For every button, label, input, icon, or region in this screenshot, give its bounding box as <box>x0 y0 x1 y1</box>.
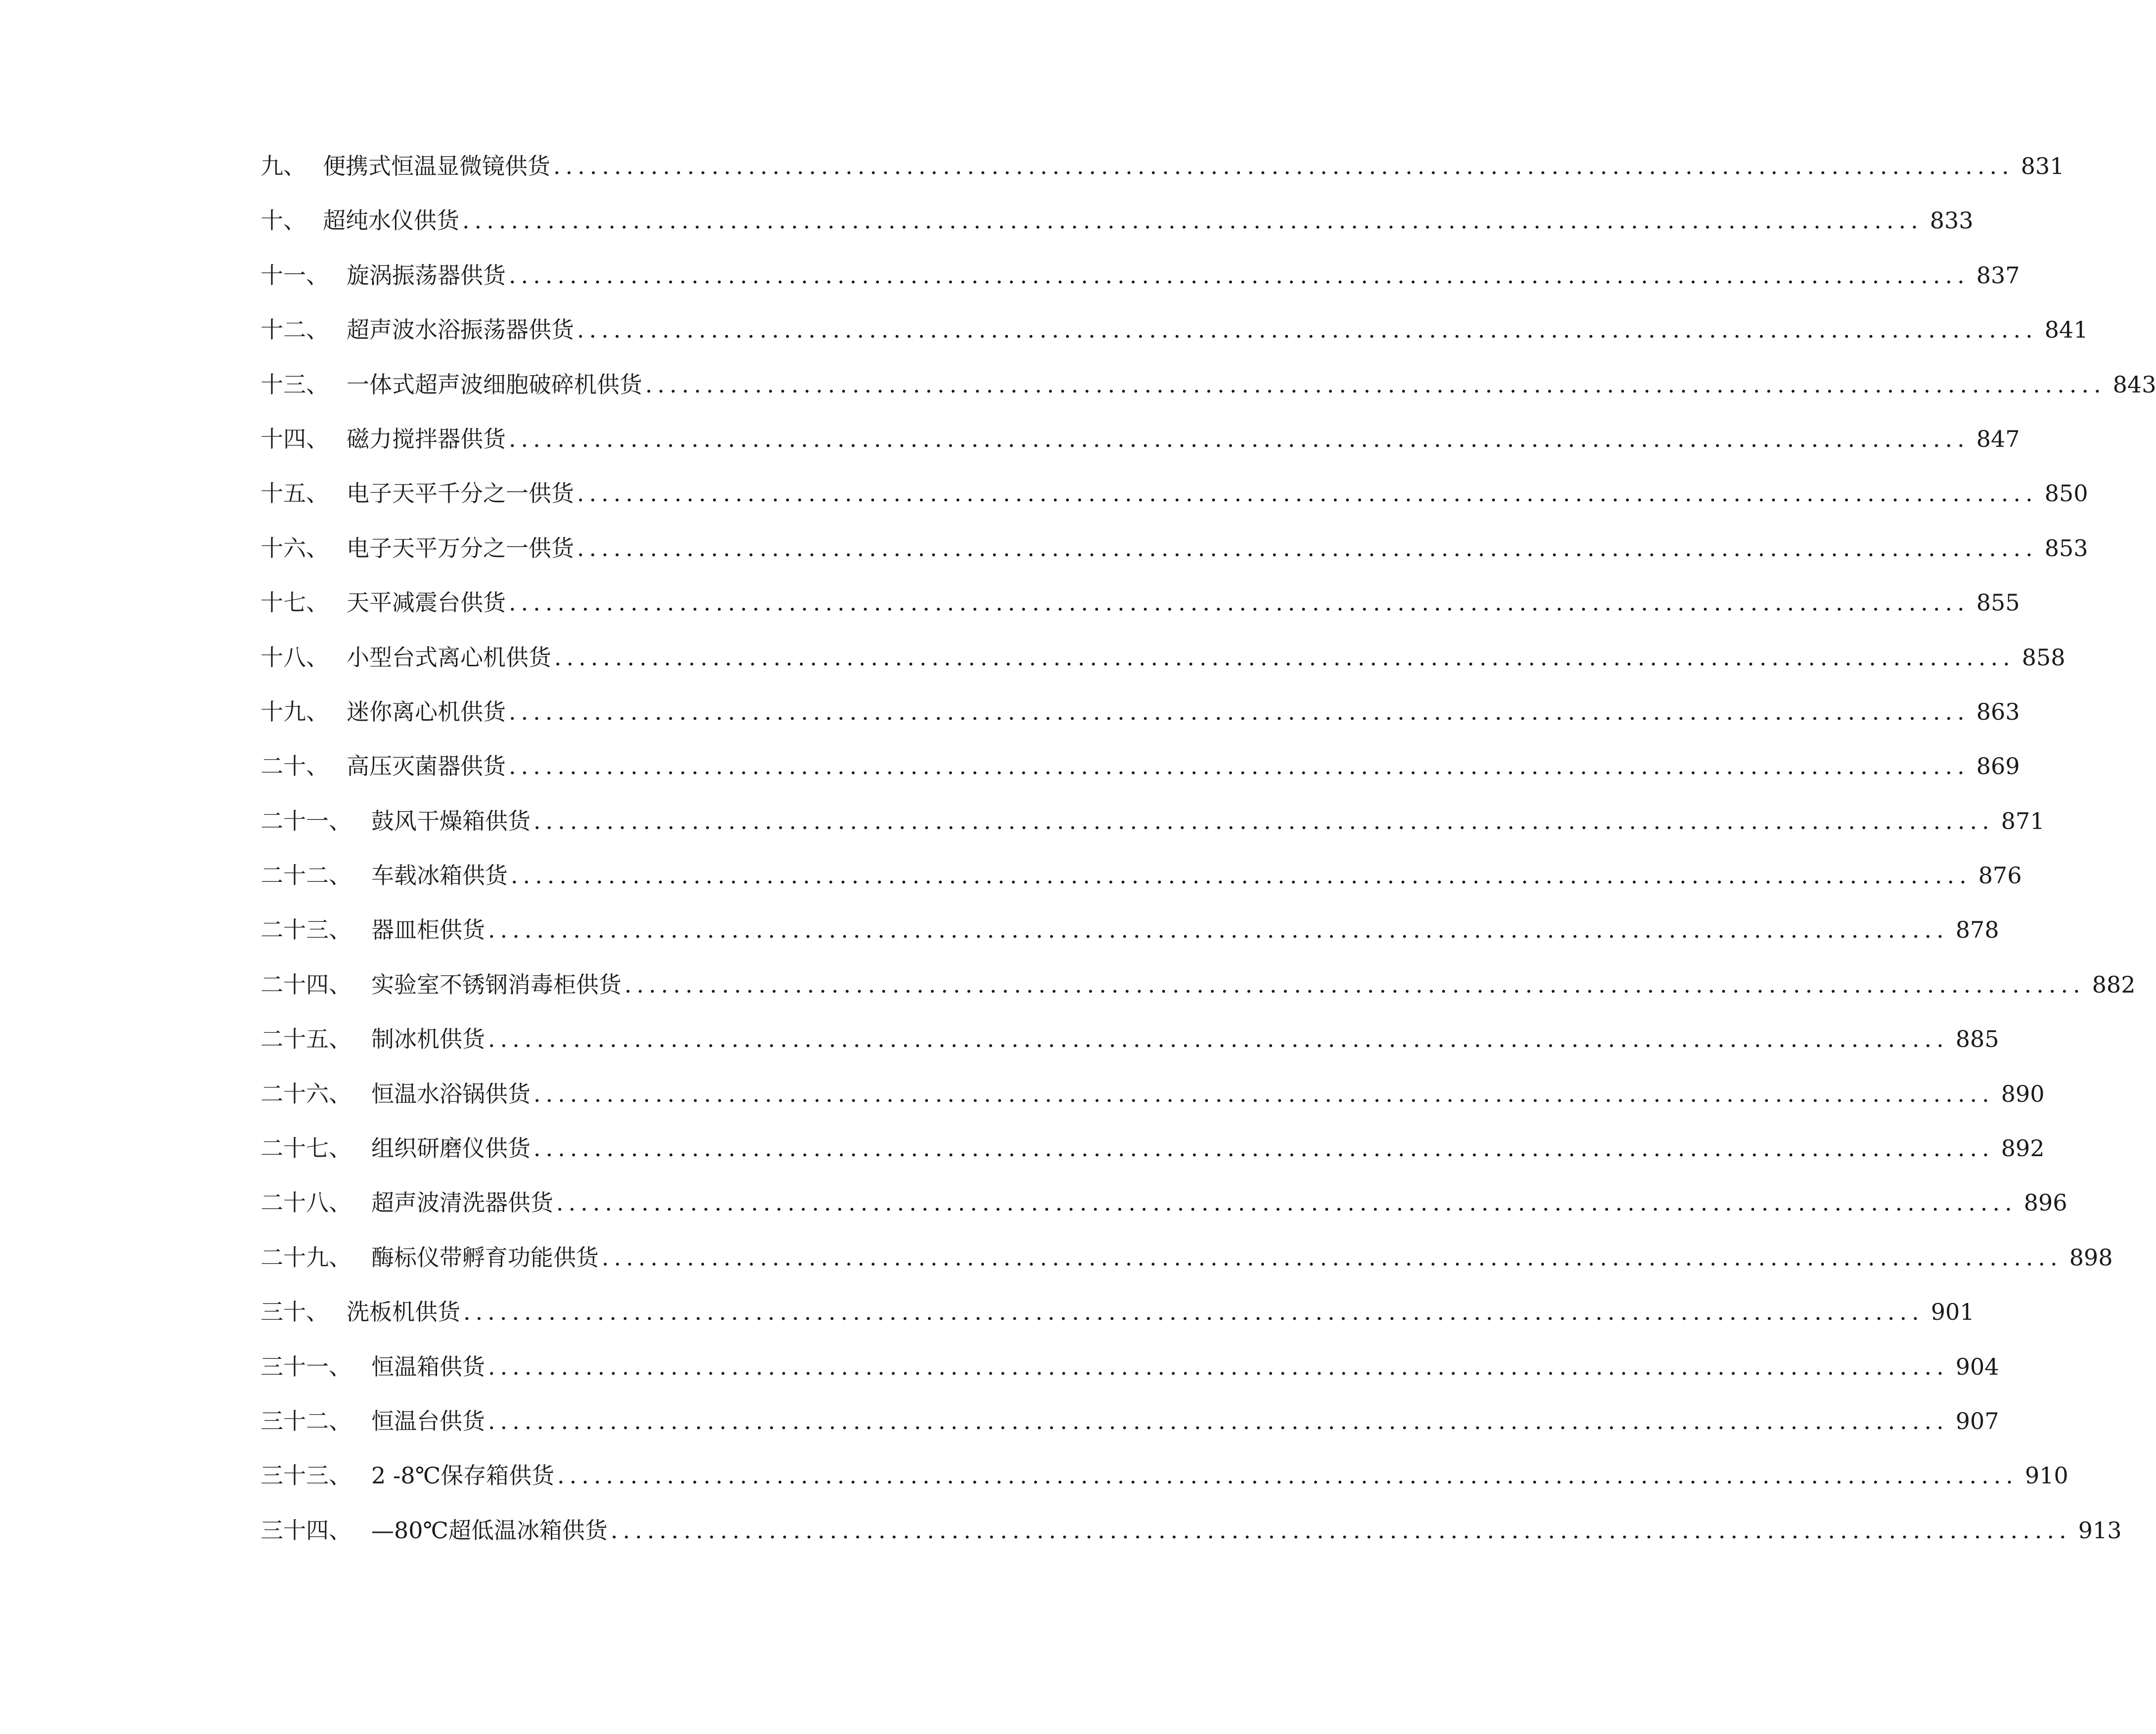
toc-entry-title: 实验室不锈钢消毒柜供货 <box>371 971 621 998</box>
toc-entry[interactable] <box>261 908 1999 962</box>
toc-entry-page: 833 <box>1930 207 1974 234</box>
toc-entry-title: 制冰机供货 <box>371 1026 485 1053</box>
toc-entry-title: 一体式超声波细胞破碎机供货 <box>347 371 642 398</box>
toc-leader-dots: ........................................................................................................................ <box>463 1299 1924 1326</box>
toc-entry-page: 907 <box>1955 1407 1999 1434</box>
toc-entry[interactable] <box>261 744 2020 799</box>
toc-entry[interactable] <box>261 963 2136 1017</box>
toc-entry[interactable] <box>261 636 2066 690</box>
toc-leader-dots: ........................................................................................................................ <box>488 1026 1949 1053</box>
toc-entry-number: 十八、 <box>261 644 329 671</box>
toc-entry-number: 三十二、 <box>261 1407 352 1434</box>
toc-entry-number: 二十四、 <box>261 971 352 998</box>
toc-entry-page: 843 <box>2112 371 2156 398</box>
toc-entry[interactable] <box>261 690 2020 744</box>
toc-entry[interactable] <box>261 1072 2045 1127</box>
toc-leader-dots: ........................................................................................................................ <box>462 207 1923 234</box>
toc-entry[interactable] <box>261 1181 2068 1235</box>
toc-entry-number: 十、 <box>261 207 306 234</box>
toc-entry-title: 恒温水浴锅供货 <box>371 1080 530 1107</box>
toc-leader-dots: ........................................................................................................................ <box>556 1189 2017 1216</box>
toc-entry-page: 904 <box>1955 1353 1999 1380</box>
toc-entry-title: —80℃超低温冰箱供货 <box>371 1517 608 1544</box>
toc-entry[interactable] <box>261 526 2088 581</box>
toc-entry[interactable] <box>261 417 2020 472</box>
toc-entry-page: 837 <box>1976 261 2020 289</box>
toc-entry-number: 十六、 <box>261 534 329 562</box>
toc-entry[interactable] <box>261 308 2088 362</box>
toc-entry-page: 882 <box>2092 971 2136 998</box>
toc-entry-title: 磁力搅拌器供货 <box>347 425 506 452</box>
toc-leader-dots: ........................................................................................................................ <box>533 1135 1994 1162</box>
toc-leader-dots: ........................................................................................................................ <box>509 261 1970 289</box>
toc-leader-dots: ........................................................................................................................ <box>611 1517 2071 1544</box>
toc-entry-page: 855 <box>1976 589 2020 616</box>
toc-entry-title: 鼓风干燥箱供货 <box>371 807 530 834</box>
toc-entry-title: 车载冰箱供货 <box>371 862 508 889</box>
toc-entry-number: 二十五、 <box>261 1026 352 1053</box>
toc-entry-number: 十七、 <box>261 589 329 616</box>
toc-leader-dots: ........................................................................................................................ <box>511 862 1972 889</box>
toc-entry[interactable] <box>261 1509 2122 1563</box>
toc-entry-page: 878 <box>1955 916 1999 944</box>
toc-entry-number: 三十四、 <box>261 1517 352 1544</box>
toc-entry-title: 超声波清洗器供货 <box>371 1189 553 1216</box>
toc-entry-number: 二十一、 <box>261 807 352 834</box>
toc-entry-title: 超声波水浴振荡器供货 <box>347 316 574 344</box>
toc-leader-dots: ........................................................................................................................ <box>577 316 2038 344</box>
toc-entry-page: 896 <box>2024 1189 2068 1216</box>
toc-entry-title: 恒温台供货 <box>371 1407 485 1434</box>
toc-leader-dots: ........................................................................................................................ <box>509 425 1970 452</box>
toc-entry-title: 旋涡振荡器供货 <box>347 261 506 289</box>
toc-entry-number: 三十三、 <box>261 1462 352 1489</box>
toc-entry-page: 841 <box>2044 316 2088 344</box>
toc-leader-dots: ........................................................................................................................ <box>557 1462 2018 1489</box>
toc-entry-page: 831 <box>2021 153 2065 179</box>
toc-entry-page: 898 <box>2069 1244 2113 1271</box>
toc-entry[interactable] <box>261 1290 1975 1344</box>
toc-entry-title: 电子天平千分之一供货 <box>347 480 574 507</box>
toc-entry[interactable] <box>261 1017 1999 1072</box>
toc-entry-page: 901 <box>1931 1299 1975 1326</box>
toc-leader-dots: ........................................................................................................................ <box>488 1353 1949 1380</box>
toc-entry[interactable] <box>261 854 2022 908</box>
toc-entry-title: 便携式恒温显微镜供货 <box>323 153 550 179</box>
toc-leader-dots: ........................................................................................................................ <box>533 1080 1994 1107</box>
toc-entry-page: 871 <box>2001 807 2045 834</box>
toc-entry-page: 858 <box>2022 644 2066 671</box>
toc-entry-title: 组织研磨仪供货 <box>371 1135 530 1162</box>
toc-entry-page: 913 <box>2078 1517 2122 1544</box>
toc-entry[interactable] <box>261 1236 2113 1290</box>
toc-entry[interactable] <box>261 799 2045 854</box>
toc-entry[interactable] <box>261 581 2020 635</box>
toc-entry[interactable] <box>261 1345 1999 1399</box>
toc-entry-number: 十九、 <box>261 698 329 725</box>
table-of-contents <box>261 144 2156 1563</box>
toc-leader-dots: ........................................................................................................................ <box>509 698 1970 725</box>
toc-entry[interactable] <box>261 144 2065 199</box>
toc-entry-page: 853 <box>2044 534 2088 562</box>
toc-leader-dots: ........................................................................................................................ <box>509 753 1970 780</box>
toc-entry-title: 高压灭菌器供货 <box>347 753 506 780</box>
toc-leader-dots: ........................................................................................................................ <box>602 1244 2063 1271</box>
toc-entry-number: 十五、 <box>261 480 329 507</box>
toc-leader-dots: ........................................................................................................................ <box>577 480 2038 507</box>
toc-entry-number: 三十、 <box>261 1299 329 1326</box>
toc-leader-dots: ........................................................................................................................ <box>488 916 1949 944</box>
toc-entry-number: 二十七、 <box>261 1135 352 1162</box>
toc-entry-number: 十四、 <box>261 425 329 452</box>
toc-entry-number: 二十三、 <box>261 916 352 944</box>
toc-entry[interactable] <box>261 199 1974 253</box>
toc-leader-dots: ........................................................................................................................ <box>645 371 2106 398</box>
toc-entry-number: 二十二、 <box>261 862 352 889</box>
toc-entry-number: 十一、 <box>261 261 329 289</box>
toc-entry-title: 恒温箱供货 <box>371 1353 485 1380</box>
toc-leader-dots: ........................................................................................................................ <box>553 153 2014 179</box>
toc-entry[interactable] <box>261 1454 2068 1508</box>
toc-entry-title: 超纯水仪供货 <box>323 207 459 234</box>
toc-entry[interactable] <box>261 254 2020 308</box>
toc-entry-number: 二十八、 <box>261 1189 352 1216</box>
toc-entry[interactable] <box>261 472 2088 526</box>
toc-entry-number: 二十九、 <box>261 1244 352 1271</box>
toc-entry-page: 885 <box>1955 1026 1999 1053</box>
toc-leader-dots: ........................................................................................................................ <box>554 644 2015 671</box>
toc-entry-number: 二十、 <box>261 753 329 780</box>
toc-entry-page: 876 <box>1978 862 2022 889</box>
toc-entry-title: 酶标仪带孵育功能供货 <box>371 1244 599 1271</box>
toc-entry-title: 小型台式离心机供货 <box>347 644 551 671</box>
toc-leader-dots: ........................................................................................................................ <box>577 534 2038 562</box>
toc-entry-page: 847 <box>1976 425 2020 452</box>
toc-entry-title: 器皿柜供货 <box>371 916 485 944</box>
toc-entry-title: 2 -8℃保存箱供货 <box>371 1462 555 1489</box>
toc-entry-title: 电子天平万分之一供货 <box>347 534 574 562</box>
toc-entry[interactable] <box>261 363 2156 417</box>
toc-entry-page: 869 <box>1976 753 2020 780</box>
toc-leader-dots: ........................................................................................................................ <box>488 1407 1949 1434</box>
toc-entry-number: 三十一、 <box>261 1353 352 1380</box>
toc-entry-title: 洗板机供货 <box>347 1299 460 1326</box>
toc-entry[interactable] <box>261 1399 1999 1454</box>
toc-entry-page: 850 <box>2044 480 2088 507</box>
toc-entry-number: 十三、 <box>261 371 329 398</box>
toc-entry-number: 十二、 <box>261 316 329 344</box>
toc-leader-dots: ........................................................................................................................ <box>509 589 1970 616</box>
toc-entry-title: 天平减震台供货 <box>347 589 506 616</box>
toc-entry-page: 910 <box>2024 1462 2068 1489</box>
toc-entry[interactable] <box>261 1127 2045 1181</box>
toc-entry-number: 九、 <box>261 153 306 179</box>
toc-entry-title: 迷你离心机供货 <box>347 698 506 725</box>
toc-leader-dots: ........................................................................................................................ <box>624 971 2085 998</box>
toc-leader-dots: ........................................................................................................................ <box>533 807 1994 834</box>
toc-entry-number: 二十六、 <box>261 1080 352 1107</box>
toc-entry-page: 863 <box>1976 698 2020 725</box>
toc-entry-page: 890 <box>2001 1080 2045 1107</box>
toc-entry-page: 892 <box>2001 1135 2045 1162</box>
